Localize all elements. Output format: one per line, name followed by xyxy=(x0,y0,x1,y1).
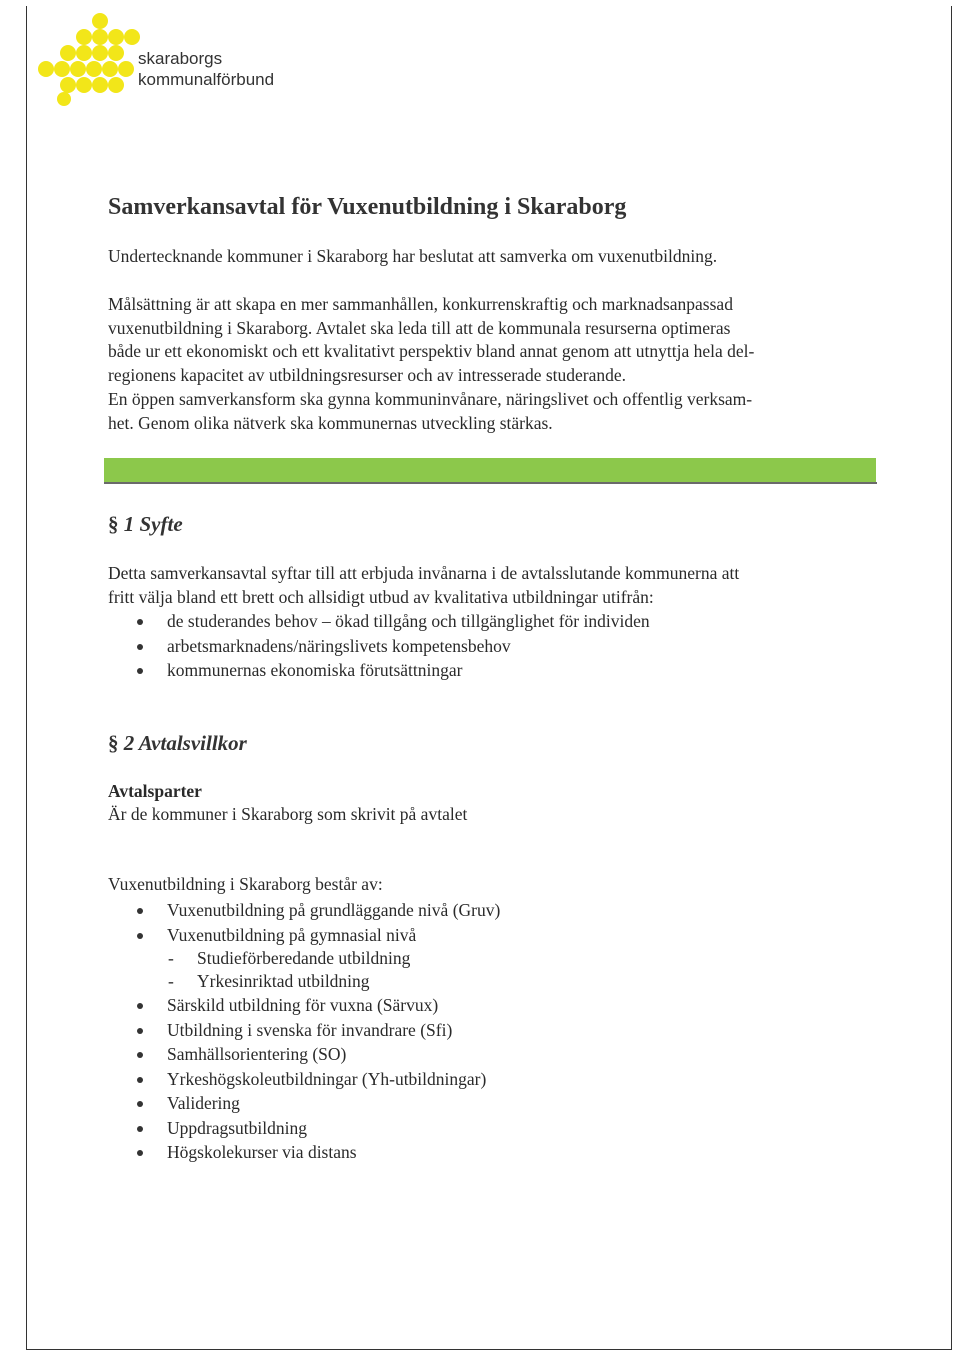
list-item: Vuxenutbildning på grundläggande nivå (Gruv) xyxy=(108,898,500,923)
section-sign: § xyxy=(108,512,119,536)
bullet-icon xyxy=(137,1150,143,1156)
bullet-icon xyxy=(137,668,143,674)
goal-line: Målsättning är att skapa en mer sammanhållen, konkurrenskraftig och marknadsanpassad xyxy=(108,294,733,314)
section1-line: fritt välja bland ett brett och allsidigt utbud av kvalitativa utbildningar utifrån: xyxy=(108,586,654,607)
list-item: de studerandes behov – ökad tillgång och tillgänglighet för individen xyxy=(108,609,650,634)
section1-paragraph xyxy=(108,562,739,609)
bullet-icon xyxy=(137,1101,143,1107)
section2-title: 2 Avtalsvillkor xyxy=(123,731,247,755)
goal-line: vuxenutbildning i Skaraborg. Avtalet ska leda till att de kommunala resurserna optimeras xyxy=(108,317,731,338)
section1-bullet-list xyxy=(108,609,650,683)
bullet-icon xyxy=(137,1126,143,1132)
bullet-icon xyxy=(137,1052,143,1058)
logo-dots-icon xyxy=(34,10,144,106)
logo-text xyxy=(138,48,274,90)
consists-intro: Vuxenutbildning i Skaraborg består av: xyxy=(108,874,383,894)
list-item: Uppdragsutbildning xyxy=(108,1116,500,1141)
intro-paragraph xyxy=(108,245,717,269)
list-item: kommunernas ekonomiska förutsättningar xyxy=(108,658,650,683)
goal-line: både ur ett ekonomiskt och ett kvalitativt perspektiv bland annat genom att utnyttja hela del- xyxy=(108,341,755,362)
document-title: Samverkansavtal för Vuxenutbildning i Skaraborg xyxy=(108,194,627,220)
section2-heading xyxy=(108,731,247,756)
dash-icon: - xyxy=(168,971,174,991)
logo-line1: skaraborgs xyxy=(138,49,223,68)
intro-text: Undertecknande kommuner i Skaraborg har beslutat att samverka om vuxenutbildning. xyxy=(108,246,718,266)
list-item: Högskolekurser via distans xyxy=(108,1140,500,1165)
bullet-icon xyxy=(137,1028,143,1034)
section-divider-rule xyxy=(104,482,877,484)
list-item: Vuxenutbildning på gymnasial nivå xyxy=(108,923,500,948)
parties-text: Är de kommuner i Skaraborg som skrivit på avtalet xyxy=(108,804,468,824)
bullet-icon xyxy=(137,933,143,939)
list-item: Utbildning i svenska för invandrare (Sfi) xyxy=(108,1018,500,1043)
list-item: Validering xyxy=(108,1091,500,1116)
section-sign: § xyxy=(108,731,119,755)
bullet-icon xyxy=(137,1003,143,1009)
section1-heading xyxy=(108,512,183,537)
parties-subheading: Avtalsparter xyxy=(108,781,202,801)
goal-line: regionens kapacitet av utbildningsresurser och av intresserade studerande. xyxy=(108,365,627,386)
logo-line2: kommunalförbund xyxy=(138,70,275,89)
list-item: Särskild utbildning för vuxna (Särvux) xyxy=(108,993,500,1018)
goal-line: het. Genom olika nätverk ska kommunernas utveckling stärkas. xyxy=(108,412,553,433)
sub-list-item: - Yrkesinriktad utbildning xyxy=(168,971,370,991)
section-divider-bar xyxy=(104,458,876,482)
sub-list-item: - Studieförberedande utbildning xyxy=(168,948,411,968)
bullet-icon xyxy=(137,908,143,914)
bullet-icon xyxy=(137,1077,143,1083)
section2-bullet-list xyxy=(108,898,500,1165)
bullet-icon xyxy=(137,644,143,650)
list-item: Yrkeshögskoleutbildningar (Yh-utbildningar) xyxy=(108,1067,500,1092)
section1-line: Detta samverkansavtal syftar till att erbjuda invånarna i de avtalsslutande kommunerna att xyxy=(108,563,740,583)
dash-icon: - xyxy=(168,948,174,968)
list-item: arbetsmarknadens/näringslivets kompetensbehov xyxy=(108,634,650,659)
section1-title: 1 Syfte xyxy=(123,512,183,536)
list-item: Samhällsorientering (SO) xyxy=(108,1042,500,1067)
goal-paragraph xyxy=(108,293,754,435)
bullet-icon xyxy=(137,619,143,625)
goal-line: En öppen samverkansform ska gynna kommuninvånare, näringslivet och offentlig verksam- xyxy=(108,388,753,409)
